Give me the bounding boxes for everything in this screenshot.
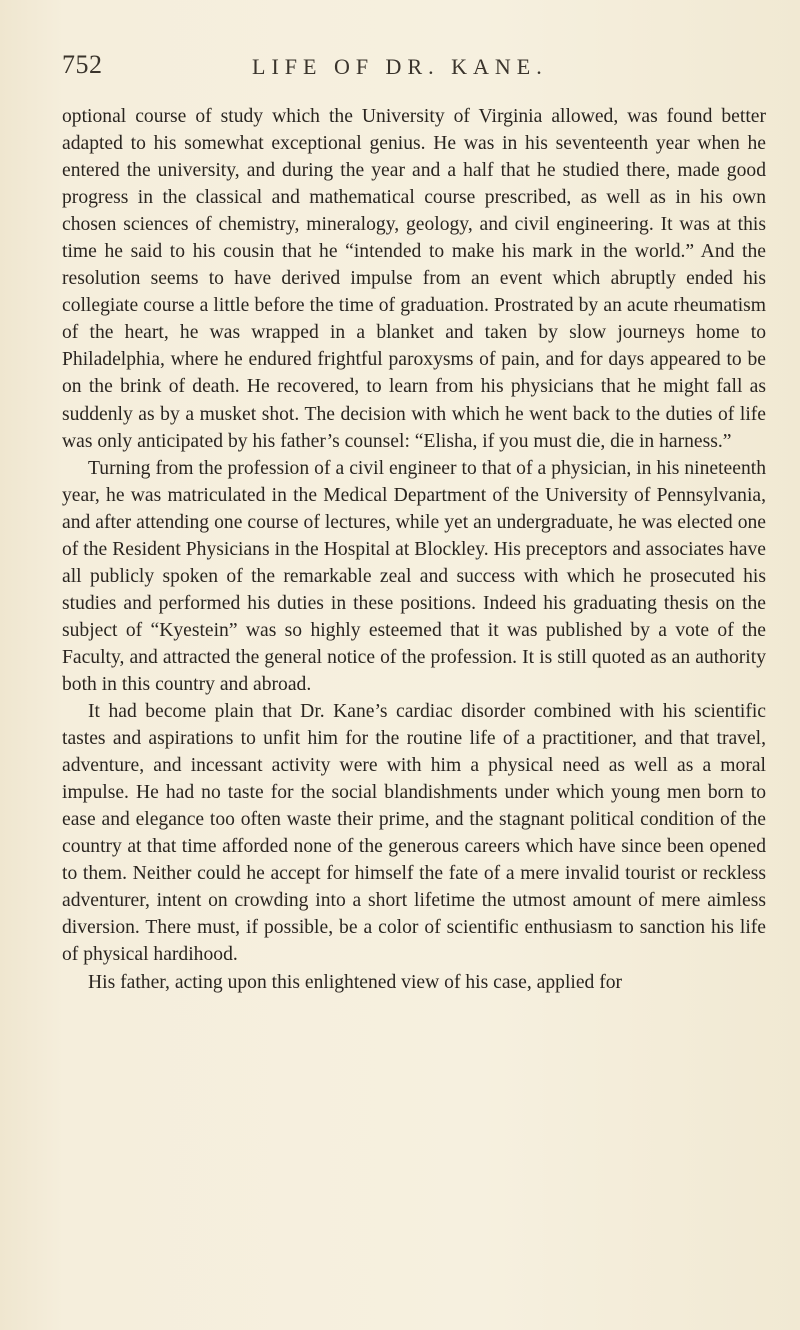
paragraph-2: Turning from the profession of a civil engineer to that of a physician, in his nineteenth year, he was matriculated in the Medical Department of the University of Pennsylvania, and after attending one course of lectures, while yet an undergraduate, he was elected one of the Resident Physicians in the Hospital at Blockley. His preceptors and associates have all publicly spoken of the remarkable zeal and success with which he prosecuted his studies and performed his duties in these positions. Indeed his graduating thesis on the subject of “Kyestein” was so highly esteemed that it was published by a vote of the Faculty, and attracted the general notice of the profession. It is still quoted as an authority both in this country and abroad. (62, 457, 766, 695)
paragraph-3: It had become plain that Dr. Kane’s cardiac disorder combined with his scientific tastes and aspirations to unfit him for the routine life of a practitioner, and that travel, adventure, and incessant activity were with him a physical need as well as a moral impulse. He had no taste for the social blandishments under which young men born to ease and elegance too often waste their prime, and the stagnant political condition of the country at that time afforded none of the generous careers which have since been opened to them. Neither could he accept for himself the fate of a mere invalid tourist or reckless adventurer, intent on crowding into a short lifetime the utmost amount of mere aimless diversion. There must, if possible, be a color of scientific enthusiasm to sanction his life of physical hardihood. (62, 701, 766, 966)
paragraph-4: His father, acting upon this enlightened view of his case, applied for (88, 971, 623, 993)
page-header (62, 50, 762, 84)
paragraph-1: optional course of study which the University of Virginia allowed, was found better adapted to his somewhat exceptional genius. He was in his seventeenth year when he entered the university, and during the year and a half that he studied there, made good progress in the classical and mathematical course prescribed, as well as in his own chosen sciences of chemistry, mineralogy, geology, and civil engineering. It was at this time he said to his cousin that he “intended to make his mark in the world.” And the resolution seems to have derived impulse from an event which abruptly ended his collegiate course a little before the time of graduation. Prostrated by an acute rheumatism of the heart, he was wrapped in a blanket and taken by slow journeys home to Philadelphia, where he endured frightful paroxysms of pain, and for days appeared to be on the brink of death. He recovered, to learn from his physicians that he might fall as suddenly as by a musket shot. The decision with which he went back to the duties of life was only anticipated by his father’s counsel: “Elisha, if you must die, die in harness.” (62, 106, 766, 452)
body-text (62, 103, 766, 996)
running-title: LIFE OF DR. KANE. (252, 54, 548, 79)
page-number: 752 (62, 50, 103, 79)
